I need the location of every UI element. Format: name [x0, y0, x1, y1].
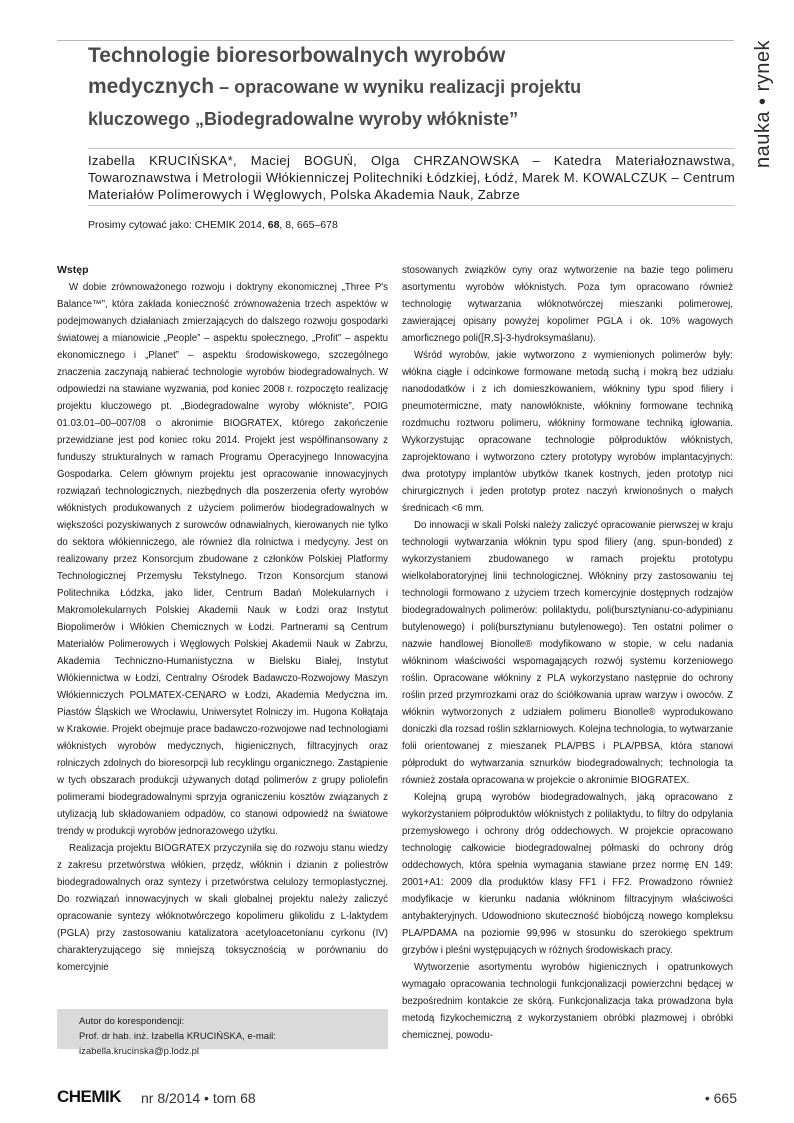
- right-paragraph-4: Kolejną grupą wyrobów biodegradowalnych, jaką opracowano z wykorzystaniem półproduktów włóknistych z polilaktydu, to filtry do odpylania przemysłowego i ochrony dróg oddechowych. W projekcie opracowano technologię całkowicie biodegradowalnej półmaski do ochrony dróg oddechowych, która spełnia wymagania stawiane przez normę EN 149: 2001+A1: 2009 dla produktów klasy FF1 i FF2. Prowadzono również modyfikacje w kierunku nadania włókninom filtracyjnym właściwości antybakteryjnych. Udowodniono skuteczność biobójczą nowego kompleksu PLA/PDAMA na poziomie 99,996 w stosunku do szerokiego spektrum grzybów i pleśni występujących w różnych środowiskach pracy.: [402, 792, 733, 956]
- right-paragraph-1: stosowanych związków cyny oraz wytworzenie na bazie tego polimeru asortymentu wyrobów włóknistych. Poza tym opracowano również technologię wytwarzania włóknotwórczej mieszanki polimerowej, zawierającej opisany powyżej kopolimer PGLA i ok. 10% wagowych amorficznego poli([R,S]-3-hydroksymaślanu).: [402, 265, 733, 344]
- citation-volume: 68: [267, 219, 280, 231]
- citation-note: [88, 218, 738, 232]
- right-column: [402, 262, 733, 1044]
- page-number: • 665: [704, 1090, 737, 1106]
- section-side-label: [752, 40, 780, 250]
- article-title: [88, 40, 738, 135]
- citation-suffix: , 8, 665–678: [279, 219, 338, 231]
- issue-info: nr 8/2014 • tom 68: [141, 1090, 256, 1106]
- title-line-1: Technologie bioresorbowalnych wyrobów: [88, 44, 506, 67]
- author-affiliations: Izabella KRUCIŃSKA*, Maciej BOGUŃ, Olga CHRZANOWSKA – Katedra Materiałoznawstwa, Towaroznawstwa i Metrologii Włókienniczej Politechniki Łódzkiej, Łódź, Marek M. KOWALCZUK – Centrum Materiałów Polimerowych i Węglowych, Polska Akademia Nauk, Zabrze: [88, 148, 735, 206]
- section-heading: Wstęp: [57, 264, 89, 276]
- left-paragraph-1: W dobie zrównoważonego rozwoju i doktryny ekonomicznej „Three P's Balance™”, która zakłada konieczność zrównoważenia trzech aspektów w podejmowanych działaniach zmierzających do dalszego rozwoju gospodarki światowej a mianowicie „People” – aspektu społecznego, „Profit” – aspektu ekonomicznego i „Planet” – aspektu środowiskowego, szczególnego znaczenia zaczynają nabierać technologie wyrobów biodegradowalnych. W odpowiedzi na stawiane wyzwania, pod koniec 2008 r. rozpoczęto realizację projektu kluczowego pt. „Biodegradowalne wyroby włókniste”, POIG 01.03.01–00–007/08 o akronimie BIOGRATEX, którego zakończenie przewidziane jest pod koniec roku 2014. Projekt jest współfinansowany z funduszy strukturalnych w ramach Programu Operacyjnego Innowacyjna Gospodarka. Celem głównym projektu jest opracowanie innowacyjnych rozwiązań technologicznych, niezbędnych dla poszerzenia oferty wyrobów włóknistych produkowanych z użyciem polimerów biodegradowalnych w większości pozyskiwanych z surowców odnawialnych, kierowanych nie tylko do sektora włókienniczego, ale również dla rolnictwa i medycyny. Jest on realizowany przez Konsorcjum zbudowane z członków Polskiej Platformy Technologicznej Przemysłu Tekstylnego. Trzon Konsorcjum stanowi Politechnika Łódzka, jako lider, Centrum Badań Molekularnych i Makromolekularnych Polskiej Akademii Nauk w Łodzi oraz Instytut Biopolimerów i Włókien Chemicznych w Łodzi. Partnerami są Centrum Materiałów Polimerowych i Węglowych Polskiej Akademii Nauk w Zabrzu, Akademia Techniczno-Humanistyczna w Bielsku Białej, Instytut Włókiennictwa w Łodzi, Centralny Ośrodek Badawczo-Rozwojowy Maszyn Włókienniczych POLMATEX-CENARO w Łodzi, Akademia Medyczna im. Piastów Śląskich we Wrocławiu, Uniwersytet Rolniczy im. Hugona Kołłątaja w Krakowie. Projekt obejmuje prace badawczo-rozwojowe nad technologiami włóknistych wyrobów medycznych, higienicznych, filtracyjnych oraz rolniczych zdolnych do bioresorpcji lub recyklingu organicznego. Zastąpienie w tych obszarach produkcji używanych dotąd polimerów z grupy poliolefin polimerami biodegradowalnymi sprzyja ograniczeniu kosztów związanych z utylizacją lub składowaniem odpadów, co stanowi odpowiedź na światowe trendy w produkcji wyrobów jednorazowego użytku.: [57, 282, 388, 837]
- title-line-2-bold: medycznych: [88, 75, 215, 98]
- page-footer: [57, 1087, 737, 1111]
- right-paragraph-5: Wytworzenie asortymentu wyrobów higienicznych i opatrunkowych wymagało opracowania technologii funkcjonalizacji powierzchni będącej w bezpośrednim kontakcie ze skórą. Funkcjonalizacja taka prowadzona była metodą fizykochemiczną z wykorzystaniem obróbki plazmowej i obróbki chemicznej, powodu-: [402, 962, 733, 1041]
- journal-logo: CHEMIK: [57, 1087, 122, 1106]
- citation-prefix: Prosimy cytować jako: CHEMIK 2014,: [88, 219, 268, 231]
- left-column: [57, 262, 388, 976]
- correspondence-label: Autor do korespondencji:: [79, 1016, 185, 1027]
- correspondence-box: [57, 1009, 388, 1057]
- left-paragraph-2: Realizacja projektu BIOGRATEX przyczyniła się do rozwoju stanu wiedzy z zakresu przetwórstwa włókien, przędz, włóknin i dzianin z poliestrów biodegradowalnych oraz syntezy i przetwórstwa celulozy termoplastycznej. Do rozwiązań innowacyjnych w skali globalnej projektu należy zaliczyć opracowanie syntezy włóknotwórczego kopolimeru glikolidu z L-laktydem (PGLA) przy zastosowaniu katalizatora acetyloacetonianu cyrkonu (IV) charakteryzującego się mniejszą toksycznością w porównaniu do komercyjnie: [57, 843, 388, 973]
- correspondence-person: Prof. dr hab. inż. Izabella KRUCIŃSKA, e-mail: izabella.krucinska@p.lodz.pl: [79, 1031, 276, 1057]
- title-line-3: kluczowego „Biodegradowalne wyroby włókniste”: [88, 109, 519, 129]
- right-paragraph-3: Do innowacji w skali Polski należy zaliczyć opracowanie pierwszej w kraju technologii wytwarzania włóknin typu spod filiery (ang. spun-bonded) z wykorzystaniem zbudowanego w ramach projektu prototypu wielkolaboratoryjnej linii technologicznej. Włókniny przy zastosowaniu tej technologii formowano z użyciem trzech komercyjnie dostępnych rodzajów biodegradowalnych polimerów: polilaktydu, poli(bursztynianu-co-adypinianu butylenowego) i poli(bursztynianu butylenowego). Ten ostatni polimer o nazwie handlowej Bionolle® modyfikowano w stopie, w celu nadania włókninom właściwości wspomagających rozwój systemu korzeniowego roślin. Opracowane włókniny z PLA wykorzystano następnie do ochrony roślin przed przymrozkami oraz do ściółkowania upraw warzyw i owoców. Z włóknin wytworzonych z udziałem polimeru Bionolle® wyprodukowano doniczki dla rozsad roślin szklarniowych. Kolejna technologia, to wytwarzanie folii orientowanej z mieszanek PLA/PBS i PLA/PBSA, która stanowi półprodukt do wytwarzania sznurków biodegradowalnych; technologia ta również została opracowana w projekcie o akronimie BIOGRATEX.: [402, 520, 733, 786]
- right-paragraph-2: Wśród wyrobów, jakie wytworzono z wymienionych polimerów były: włókna ciągłe i odcinkowe formowane metodą suchą i mokrą bez udziału nanododatków i z ich domieszkowaniem, włókniny typu spod filiery i pneumotermiczne, maty nanowłókniste, włókniny formowane techniką rozdmuchu roztworu polimeru, włókniny formowane techniką igłowania. Wykorzystując opracowane technologie półproduktów włóknistych, zaprojektowano i wytworzono cztery prototypy wyrobów implantacyjnych: dwa prototypy implantów ubytków tkanek kostnych, jeden prototyp nici chirurgicznych i jeden prototyp protez naczyń krwionośnych o małych średnicach <6 mm.: [402, 350, 733, 514]
- side-label-text: nauka • rynek: [752, 40, 774, 169]
- title-line-2-rest: – opracowane w wyniku realizacji projektu: [214, 77, 582, 97]
